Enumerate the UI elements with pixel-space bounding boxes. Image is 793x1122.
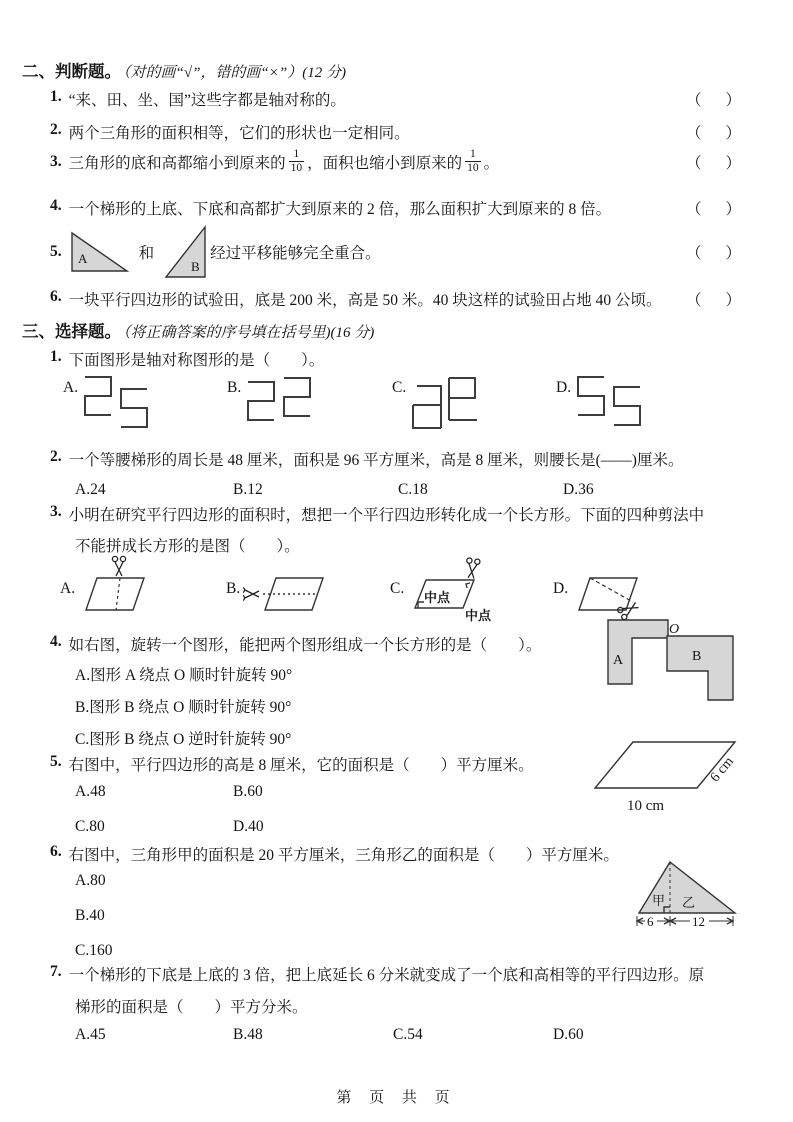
triangle-yi-label: 乙 <box>682 895 696 910</box>
option-d: D.36 <box>563 481 594 498</box>
option-d: D.40 <box>233 818 264 835</box>
triangle-b-figure <box>162 224 210 280</box>
text-part: 和 <box>138 245 155 262</box>
question-number: 6. <box>50 843 62 860</box>
bracket-open: （ <box>685 201 702 218</box>
item-text: “来、田、坐、国”这些字都是轴对称的。 <box>68 92 346 109</box>
fraction-one-tenth <box>465 148 481 173</box>
mc-question-7 <box>50 963 704 985</box>
section3-title: 三、选择题。 <box>22 322 121 341</box>
q6-option-b: B.40 <box>75 907 105 924</box>
option-c: C.80 <box>75 818 105 835</box>
parallelogram-vertical-cut <box>78 550 190 622</box>
item-number: 5. <box>50 243 62 260</box>
q7-options <box>75 1026 763 1048</box>
option-b: B.48 <box>233 1026 263 1043</box>
bracket-open: （ <box>685 292 702 309</box>
section3-header <box>22 318 374 342</box>
scissors-icon <box>465 558 481 579</box>
section2-header <box>22 58 346 82</box>
base-length-label: 10 cm <box>627 798 665 814</box>
option-label: A. <box>63 379 79 396</box>
option-label: A. <box>60 580 76 597</box>
item-number: 6. <box>50 288 62 305</box>
mc-question-4 <box>50 633 541 655</box>
item-text: 一块平行四边形的试验田，底是 200 米，高是 50 米。40 块这样的试验田占地 40 公顷。 <box>68 292 662 309</box>
fraction-denominator: 10 <box>290 161 303 174</box>
mc-question-3 <box>50 503 704 525</box>
question-text: 如右图，旋转一个图形，能把两个图形组成一个长方形的是（ ）。 <box>68 637 542 654</box>
item-number: 2. <box>50 121 62 138</box>
option-label: B. <box>226 580 241 597</box>
answer-bracket <box>676 197 741 219</box>
question-text-line2: 梯形的面积是（ ）平方分米。 <box>75 999 308 1016</box>
bracket-close: ） <box>725 245 741 262</box>
parallelogram-horizontal-cut <box>243 550 365 622</box>
item-number: 4. <box>50 197 62 214</box>
option-b: B.12 <box>233 481 263 498</box>
parallelogram-midpoint-cut <box>407 550 527 626</box>
side-length-label: 6 cm <box>707 754 737 786</box>
triangle-b-label: B <box>191 259 200 274</box>
option-label: C. <box>392 379 407 396</box>
section3-note: （将正确答案的序号填在括号里)(16 分) <box>123 325 375 341</box>
bracket-open: （ <box>685 92 702 109</box>
q4-rotation-figure <box>600 614 742 706</box>
question-text: 一个等腰梯形的周长是 48 厘米，面积是 96 平方厘米，高是 8 厘米，则腰长是(——)厘米。 <box>68 452 684 469</box>
option-label: D. <box>553 580 569 597</box>
text-part: 三角形的底和高都缩小到原来的 <box>68 155 286 172</box>
midpoint-label-outside: 中点 <box>465 608 492 623</box>
question-text-line1: 小明在研究平行四边形的面积时，想把一个平行四边形转化成一个长方形。下面的四种剪法中 <box>68 507 705 524</box>
figure-digits-25 <box>81 374 153 436</box>
figure-digits-55 <box>574 374 646 436</box>
shape-a-label: A <box>613 653 624 668</box>
option-a: A.48 <box>75 783 106 800</box>
fraction-one-tenth <box>289 148 305 173</box>
question-text: 右图中，平行四边形的高是 8 厘米，它的面积是（ ）平方厘米。 <box>68 757 534 774</box>
tf-item-6 <box>50 288 741 310</box>
triangle-jia-label: 甲 <box>652 893 666 908</box>
question-text: 右图中，三角形甲的面积是 20 平方厘米，三角形乙的面积是（ ）平方厘米。 <box>68 847 619 864</box>
fraction-denominator: 10 <box>467 161 479 174</box>
question-text: 下面图形是轴对称图形的是（ ）。 <box>68 352 325 369</box>
text-part: ，面积也缩小到原来的 <box>307 155 463 172</box>
question-number: 5. <box>50 753 62 770</box>
question-text-line1: 一个梯形的下底是上底的 3 倍，把上底延长 6 分米就变成了一个底和高相等的平行四边形。原 <box>68 967 705 984</box>
item-text <box>69 149 500 174</box>
item-number: 3. <box>50 153 62 170</box>
mc-question-2 <box>50 448 683 470</box>
bracket-open: （ <box>685 245 702 262</box>
q6-triangle-figure <box>622 850 752 938</box>
option-d: D.60 <box>553 1026 584 1043</box>
q3-option-a <box>60 550 190 622</box>
option-c: C.54 <box>393 1026 423 1043</box>
q4-option-c: C.图形 B 绕点 O 逆时针旋转 90° <box>75 731 292 748</box>
section2-title: 二、判断题。 <box>22 62 121 81</box>
midpoint-label-inside: 中点 <box>424 590 451 605</box>
option-label: B. <box>227 379 242 396</box>
text-part: 经过平移能够完全重合。 <box>210 245 381 262</box>
q4-option-b: B.图形 B 绕点 O 顺时针旋转 90° <box>75 699 292 716</box>
answer-bracket <box>676 151 741 173</box>
option-a: A.45 <box>75 1026 106 1043</box>
q6-option-a: A.80 <box>75 872 106 889</box>
q1-option-a <box>63 374 153 436</box>
mc-question-1 <box>50 348 324 370</box>
triangle-a-figure <box>69 230 131 274</box>
q3-option-b <box>226 550 365 622</box>
question-number: 1. <box>50 348 62 365</box>
tf-item-3 <box>50 143 741 181</box>
q1-option-d <box>556 374 646 436</box>
item-text: 一个梯形的上底、下底和高都扩大到原来的 2 倍，那么面积扩大到原来的 8 倍。 <box>68 201 612 218</box>
bracket-close: ） <box>725 155 741 172</box>
page-footer: 第 页 共 页 <box>336 1090 457 1106</box>
triangle-a-label: A <box>77 251 88 266</box>
tf-item-5 <box>50 224 741 280</box>
section2-note: （对的画“√”，错的画“×”）(12 分) <box>123 65 346 81</box>
question-number: 3. <box>50 503 62 520</box>
option-b: B.60 <box>233 783 263 800</box>
tf-item-1 <box>50 88 741 110</box>
tf-item-4 <box>50 197 741 219</box>
answer-bracket <box>676 121 741 143</box>
q6-option-c: C.160 <box>75 942 113 959</box>
q1-option-c <box>392 374 481 436</box>
tf-item-2 <box>50 121 741 143</box>
scissors-icon <box>112 556 125 576</box>
item-text: 两个三角形的面积相等，它们的形状也一定相同。 <box>68 125 410 142</box>
item-number: 1. <box>50 88 62 105</box>
question-number: 4. <box>50 633 62 650</box>
q1-option-b <box>227 374 316 436</box>
bracket-open: （ <box>685 155 702 172</box>
option-label: C. <box>390 580 405 597</box>
option-c: C.18 <box>398 481 428 498</box>
option-label: D. <box>556 379 572 396</box>
answer-bracket <box>676 88 741 110</box>
figure-digits-22 <box>244 374 316 436</box>
text-part: 。 <box>483 155 500 172</box>
bracket-close: ） <box>725 125 741 142</box>
mc-question-6 <box>50 843 619 865</box>
question-number: 7. <box>50 963 62 980</box>
question-text-line2: 不能拼成长方形的是图（ ）。 <box>75 538 300 555</box>
q5-parallelogram-figure <box>585 736 785 828</box>
figure-digits-mirrored <box>409 374 481 436</box>
q2-options <box>75 481 763 503</box>
q4-option-a: A.图形 A 绕点 O 顺时针旋转 90° <box>75 667 293 684</box>
mc-question-5 <box>50 753 534 775</box>
fraction-numerator: 1 <box>293 148 300 161</box>
bracket-close: ） <box>725 201 741 218</box>
scissors-icon <box>243 587 259 600</box>
q3-option-c <box>390 550 527 626</box>
bracket-close: ） <box>725 292 741 309</box>
bracket-close: ） <box>725 92 741 109</box>
shape-b-label: B <box>692 649 702 664</box>
fraction-numerator: 1 <box>470 148 476 161</box>
base-left-length: 6 <box>647 914 654 929</box>
question-number: 2. <box>50 448 62 465</box>
base-right-length: 12 <box>692 914 705 929</box>
option-a: A.24 <box>75 481 106 498</box>
answer-bracket <box>676 241 741 263</box>
answer-bracket <box>676 288 741 310</box>
point-o-label: O <box>669 622 680 637</box>
bracket-open: （ <box>685 125 702 142</box>
